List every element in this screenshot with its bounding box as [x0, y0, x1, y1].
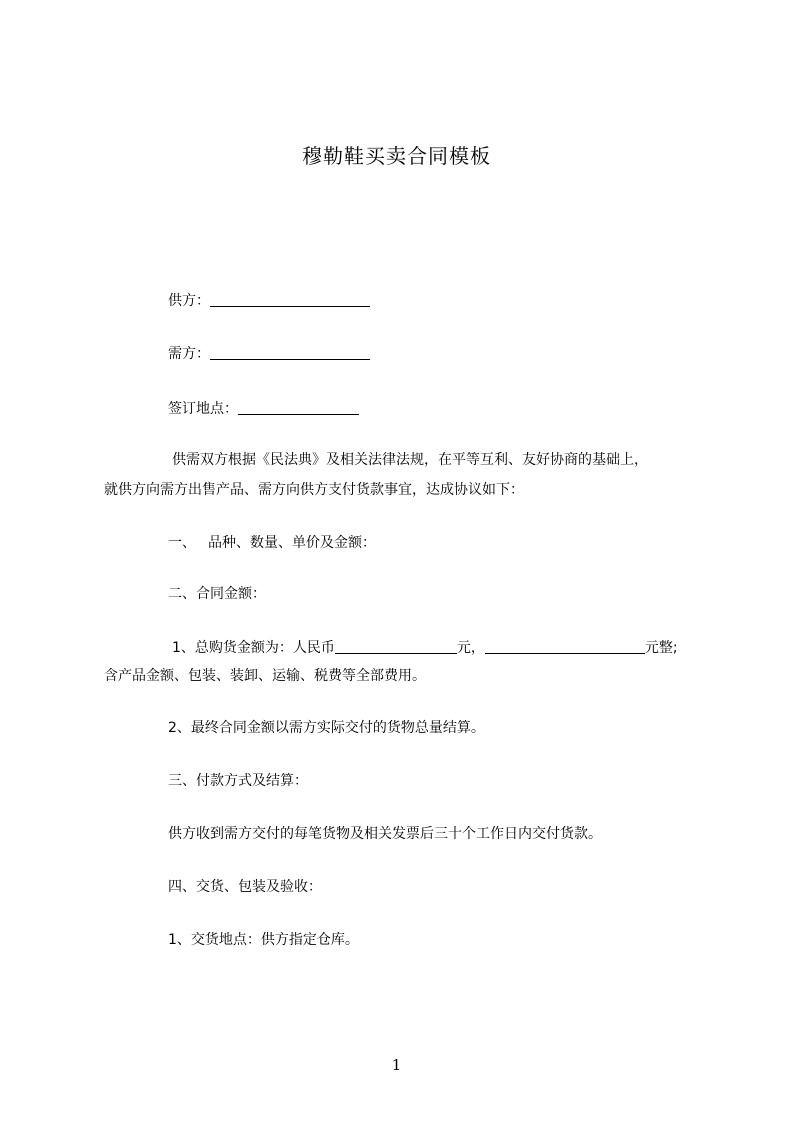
signing-place-blank[interactable] — [238, 399, 359, 415]
section-1-title: 品种、数量、单价及金额： — [208, 535, 376, 551]
supplier-label: 供方： — [168, 293, 210, 309]
supplier-line — [168, 291, 370, 311]
buyer-blank[interactable] — [210, 344, 370, 360]
buyer-label: 需方： — [168, 346, 210, 362]
supplier-blank[interactable] — [210, 291, 370, 307]
preamble-line-2: 就供方向需方出售产品、需方向供方支付货款事宜，达成协议如下： — [104, 482, 524, 498]
clause-2-1-prefix: 1、总购货金额为：人民币 — [172, 640, 335, 656]
section-1-number: 一、 — [168, 535, 196, 551]
section-1-heading — [168, 533, 376, 553]
section-3-body: 供方收到需方交付的每笔货物及相关发票后三十个工作日内交付货款。 — [168, 826, 602, 842]
clause-2-2: 2、最终合同金额以需方实际交付的货物总量结算。 — [168, 720, 485, 736]
section-2-heading: 二、合同金额： — [168, 586, 266, 602]
clause-2-1-line-2: 含产品金额、包装、装卸、运输、税费等全部费用。 — [104, 668, 426, 684]
section-4-heading: 四、交货、包装及验收： — [168, 879, 322, 895]
clause-4-1: 1、交货地点：供方指定仓库。 — [168, 932, 359, 948]
amount-figures-blank[interactable] — [335, 638, 457, 654]
signing-place-line — [168, 399, 359, 419]
preamble-line-1: 供需双方根据《民法典》及相关法律法规，在平等互利、友好协商的基础上， — [172, 452, 648, 468]
buyer-line — [168, 344, 370, 364]
signing-place-label: 签订地点： — [168, 401, 238, 417]
section-3-heading: 三、付款方式及结算： — [168, 773, 308, 789]
document-title: 穆勒鞋买卖合同模板 — [302, 144, 491, 168]
page-number: 1 — [391, 1056, 402, 1074]
clause-2-1-mid: 元， — [456, 640, 485, 656]
clause-2-1-suffix: 元整; — [644, 640, 678, 656]
amount-words-blank[interactable] — [485, 638, 645, 654]
clause-2-1-line-1 — [172, 638, 678, 658]
